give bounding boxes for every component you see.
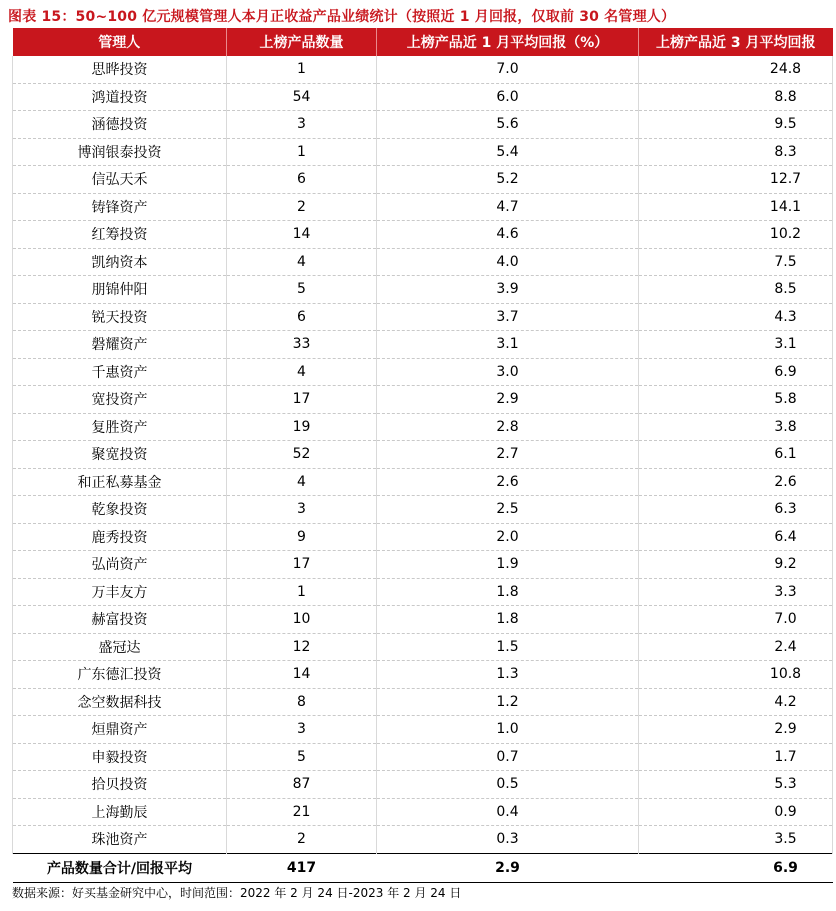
return-3m-cell: 6.3 xyxy=(639,496,833,524)
return-3m-cell: 3.8 xyxy=(639,413,833,441)
count-cell: 52 xyxy=(227,441,377,469)
return-1m-cell: 3.9 xyxy=(377,276,639,304)
table-row xyxy=(13,331,833,359)
count-cell: 2 xyxy=(227,193,377,221)
count-cell: 12 xyxy=(227,633,377,661)
count-cell: 4 xyxy=(227,248,377,276)
return-3m-cell: 3.3 xyxy=(639,578,833,606)
return-1m-cell: 5.2 xyxy=(377,166,639,194)
table-row xyxy=(13,358,833,386)
count-cell: 10 xyxy=(227,606,377,634)
table-row xyxy=(13,551,833,579)
return-1m-cell: 2.9 xyxy=(377,386,639,414)
table-row xyxy=(13,83,833,111)
manager-cell: 千惠资产 xyxy=(13,358,227,386)
table-row xyxy=(13,276,833,304)
total-count: 417 xyxy=(227,853,377,882)
manager-cell: 铸锋资产 xyxy=(13,193,227,221)
return-3m-cell: 3.5 xyxy=(639,826,833,854)
return-1m-cell: 2.6 xyxy=(377,468,639,496)
count-cell: 33 xyxy=(227,331,377,359)
manager-cell: 磐耀资产 xyxy=(13,331,227,359)
return-3m-cell: 12.7 xyxy=(639,166,833,194)
header-row xyxy=(13,28,833,56)
return-1m-cell: 1.8 xyxy=(377,606,639,634)
manager-cell: 朋锦仲阳 xyxy=(13,276,227,304)
manager-cell: 聚宽投资 xyxy=(13,441,227,469)
table-row xyxy=(13,688,833,716)
return-3m-cell: 14.1 xyxy=(639,193,833,221)
table-row xyxy=(13,771,833,799)
column-header-manager: 管理人 xyxy=(13,28,227,56)
manager-cell: 锐天投资 xyxy=(13,303,227,331)
count-cell: 1 xyxy=(227,578,377,606)
table-row xyxy=(13,798,833,826)
return-3m-cell: 2.6 xyxy=(639,468,833,496)
count-cell: 2 xyxy=(227,826,377,854)
return-1m-cell: 0.5 xyxy=(377,771,639,799)
return-1m-cell: 2.0 xyxy=(377,523,639,551)
total-return-3m: 6.9 xyxy=(639,853,833,882)
table-row xyxy=(13,523,833,551)
total-return-1m: 2.9 xyxy=(377,853,639,882)
table-row xyxy=(13,138,833,166)
manager-cell: 申毅投资 xyxy=(13,743,227,771)
count-cell: 4 xyxy=(227,358,377,386)
count-cell: 4 xyxy=(227,468,377,496)
count-cell: 21 xyxy=(227,798,377,826)
table-row xyxy=(13,606,833,634)
count-cell: 19 xyxy=(227,413,377,441)
table-row xyxy=(13,743,833,771)
manager-cell: 博润银泰投资 xyxy=(13,138,227,166)
table-row xyxy=(13,166,833,194)
manager-cell: 凯纳资本 xyxy=(13,248,227,276)
count-cell: 3 xyxy=(227,496,377,524)
return-1m-cell: 6.0 xyxy=(377,83,639,111)
column-header-return-1m: 上榜产品近 1 月平均回报（%） xyxy=(377,28,639,56)
return-1m-cell: 5.4 xyxy=(377,138,639,166)
manager-cell: 信弘天禾 xyxy=(13,166,227,194)
return-3m-cell: 7.5 xyxy=(639,248,833,276)
manager-cell: 念空数据科技 xyxy=(13,688,227,716)
return-1m-cell: 7.0 xyxy=(377,56,639,83)
manager-cell: 万丰友方 xyxy=(13,578,227,606)
column-header-count: 上榜产品数量 xyxy=(227,28,377,56)
return-3m-cell: 8.5 xyxy=(639,276,833,304)
count-cell: 5 xyxy=(227,276,377,304)
table-row xyxy=(13,193,833,221)
manager-cell: 红筹投资 xyxy=(13,221,227,249)
return-1m-cell: 1.5 xyxy=(377,633,639,661)
count-cell: 3 xyxy=(227,111,377,139)
table-row xyxy=(13,661,833,689)
manager-cell: 涵德投资 xyxy=(13,111,227,139)
return-3m-cell: 3.1 xyxy=(639,331,833,359)
return-3m-cell: 9.2 xyxy=(639,551,833,579)
manager-cell: 赫富投资 xyxy=(13,606,227,634)
manager-cell: 烜鼎资产 xyxy=(13,716,227,744)
table-row xyxy=(13,716,833,744)
table-row xyxy=(13,441,833,469)
manager-cell: 复胜资产 xyxy=(13,413,227,441)
table-row xyxy=(13,578,833,606)
table-row xyxy=(13,633,833,661)
count-cell: 5 xyxy=(227,743,377,771)
return-1m-cell: 1.8 xyxy=(377,578,639,606)
return-3m-cell: 10.8 xyxy=(639,661,833,689)
manager-cell: 鸿道投资 xyxy=(13,83,227,111)
return-3m-cell: 5.8 xyxy=(639,386,833,414)
performance-table xyxy=(12,28,833,883)
return-1m-cell: 5.6 xyxy=(377,111,639,139)
return-3m-cell: 5.3 xyxy=(639,771,833,799)
column-header-return-3m: 上榜产品近 3 月平均回报 xyxy=(639,28,833,56)
count-cell: 54 xyxy=(227,83,377,111)
return-1m-cell: 1.2 xyxy=(377,688,639,716)
total-row xyxy=(13,853,833,882)
return-3m-cell: 2.4 xyxy=(639,633,833,661)
count-cell: 14 xyxy=(227,661,377,689)
return-3m-cell: 24.8 xyxy=(639,56,833,83)
count-cell: 8 xyxy=(227,688,377,716)
source-note: 数据来源：好买基金研究中心，时间范围：2022 年 2 月 24 日-2023 年 2 月 24 日 xyxy=(12,886,462,900)
return-3m-cell: 6.9 xyxy=(639,358,833,386)
return-3m-cell: 4.3 xyxy=(639,303,833,331)
return-1m-cell: 0.3 xyxy=(377,826,639,854)
return-1m-cell: 4.6 xyxy=(377,221,639,249)
manager-cell: 弘尚资产 xyxy=(13,551,227,579)
manager-cell: 广东德汇投资 xyxy=(13,661,227,689)
count-cell: 9 xyxy=(227,523,377,551)
return-3m-cell: 2.9 xyxy=(639,716,833,744)
return-3m-cell: 0.9 xyxy=(639,798,833,826)
count-cell: 14 xyxy=(227,221,377,249)
return-1m-cell: 1.9 xyxy=(377,551,639,579)
table-row xyxy=(13,111,833,139)
manager-cell: 上海勤辰 xyxy=(13,798,227,826)
table-row xyxy=(13,248,833,276)
return-1m-cell: 2.7 xyxy=(377,441,639,469)
manager-cell: 珠池资产 xyxy=(13,826,227,854)
return-3m-cell: 8.8 xyxy=(639,83,833,111)
return-3m-cell: 7.0 xyxy=(639,606,833,634)
return-1m-cell: 4.7 xyxy=(377,193,639,221)
return-1m-cell: 1.3 xyxy=(377,661,639,689)
table-row xyxy=(13,221,833,249)
count-cell: 1 xyxy=(227,138,377,166)
count-cell: 17 xyxy=(227,386,377,414)
table-row xyxy=(13,386,833,414)
return-3m-cell: 6.1 xyxy=(639,441,833,469)
return-3m-cell: 1.7 xyxy=(639,743,833,771)
table-row xyxy=(13,56,833,83)
return-1m-cell: 4.0 xyxy=(377,248,639,276)
return-1m-cell: 3.7 xyxy=(377,303,639,331)
manager-cell: 鹿秀投资 xyxy=(13,523,227,551)
return-3m-cell: 6.4 xyxy=(639,523,833,551)
manager-cell: 乾象投资 xyxy=(13,496,227,524)
count-cell: 87 xyxy=(227,771,377,799)
return-1m-cell: 0.7 xyxy=(377,743,639,771)
table-row xyxy=(13,303,833,331)
table-row xyxy=(13,826,833,854)
return-1m-cell: 2.5 xyxy=(377,496,639,524)
count-cell: 6 xyxy=(227,303,377,331)
return-1m-cell: 1.0 xyxy=(377,716,639,744)
manager-cell: 拾贝投资 xyxy=(13,771,227,799)
table-row xyxy=(13,468,833,496)
table-row xyxy=(13,496,833,524)
return-1m-cell: 3.0 xyxy=(377,358,639,386)
return-1m-cell: 2.8 xyxy=(377,413,639,441)
count-cell: 1 xyxy=(227,56,377,83)
manager-cell: 宽投资产 xyxy=(13,386,227,414)
return-3m-cell: 8.3 xyxy=(639,138,833,166)
return-3m-cell: 4.2 xyxy=(639,688,833,716)
return-3m-cell: 9.5 xyxy=(639,111,833,139)
table-row xyxy=(13,413,833,441)
manager-cell: 盛冠达 xyxy=(13,633,227,661)
manager-cell: 思晔投资 xyxy=(13,56,227,83)
count-cell: 17 xyxy=(227,551,377,579)
figure-title: 图表 15：50~100 亿元规模管理人本月正收益产品业绩统计（按照近 1 月回报，仅取前 30 名管理人） xyxy=(8,9,676,25)
count-cell: 6 xyxy=(227,166,377,194)
manager-cell: 和正私募基金 xyxy=(13,468,227,496)
total-label: 产品数量合计/回报平均 xyxy=(13,853,227,882)
return-1m-cell: 3.1 xyxy=(377,331,639,359)
return-3m-cell: 10.2 xyxy=(639,221,833,249)
return-1m-cell: 0.4 xyxy=(377,798,639,826)
count-cell: 3 xyxy=(227,716,377,744)
